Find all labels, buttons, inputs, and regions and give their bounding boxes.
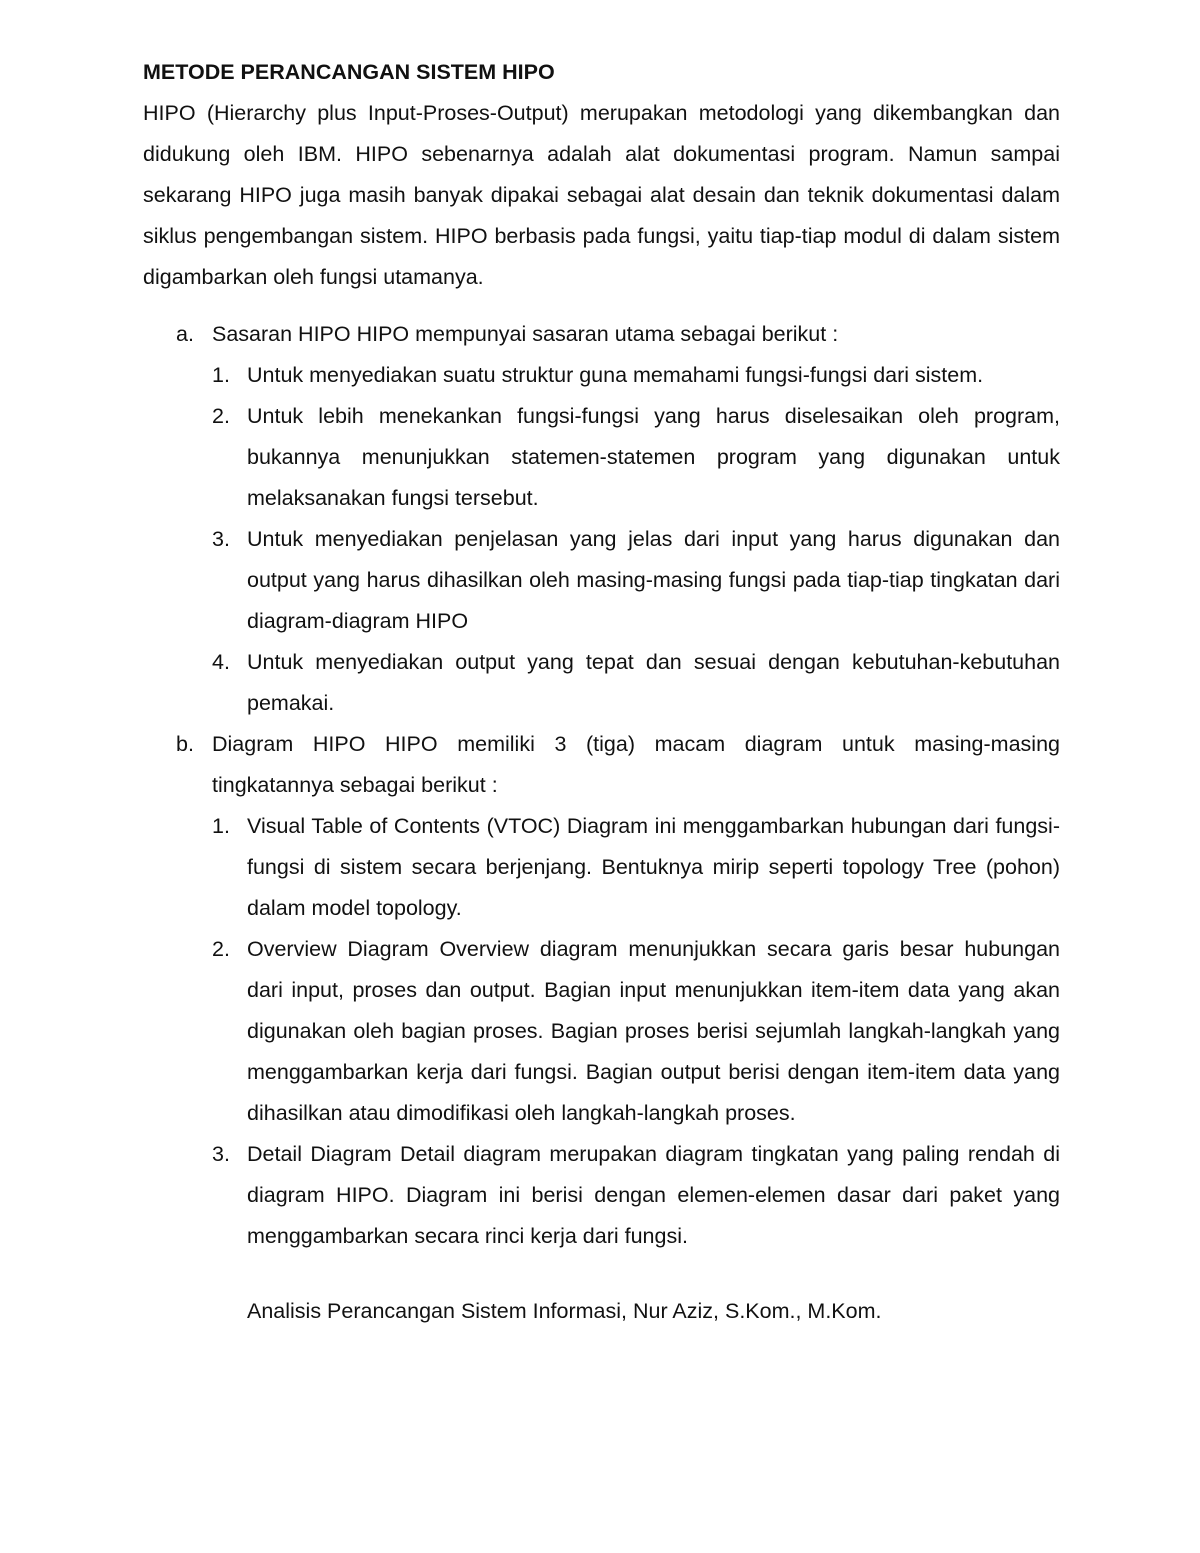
item-marker: 1. [212, 814, 230, 838]
item-marker: 4. [212, 650, 230, 674]
item-text: Untuk lebih menekankan fungsi-fungsi yang harus diselesaikan oleh program, bukannya menunjukkan statemen-statemen program yang digunakan untuk melaksanakan fungsi tersebut. [247, 404, 1060, 510]
document-title: METODE PERANCANGAN SISTEM HIPO [143, 60, 555, 84]
item-text: Untuk menyediakan output yang tepat dan sesuai dengan kebutuhan-kebutuhan pemakai. [247, 650, 1060, 715]
item-marker: 3. [212, 1142, 230, 1166]
section-marker: b. [176, 732, 194, 756]
item-list [212, 806, 1060, 1257]
list-item [212, 806, 1060, 929]
list-item [212, 642, 1060, 724]
list-item [212, 355, 1060, 396]
list-item [212, 519, 1060, 642]
section-heading: Diagram HIPO HIPO memiliki 3 (tiga) macam diagram untuk masing-masing tingkatannya sebagai berikut : [212, 732, 1060, 797]
item-text: Detail Diagram Detail diagram merupakan diagram tingkatan yang paling rendah di diagram HIPO. Diagram ini berisi dengan elemen-elemen dasar dari paket yang menggambarkan secara rinci kerja dari fungsi. [247, 1142, 1060, 1248]
section-a [143, 314, 1060, 724]
list-item [212, 396, 1060, 519]
item-text: Untuk menyediakan suatu struktur guna memahami fungsi-fungsi dari sistem. [247, 363, 984, 387]
item-text: Untuk menyediakan penjelasan yang jelas dari input yang harus digunakan dan output yang harus dihasilkan oleh masing-masing fungsi pada tiap-tiap tingkatan dari diagram-diagram HIPO [247, 527, 1060, 633]
document-page [143, 52, 1060, 1332]
list-item [212, 1134, 1060, 1257]
item-list [212, 355, 1060, 724]
item-text: Visual Table of Contents (VTOC) Diagram ini menggambarkan hubungan dari fungsi-fungsi di sistem secara berjenjang. Bentuknya mirip seperti topology Tree (pohon) dalam model topology. [247, 814, 1060, 920]
section-list [143, 314, 1060, 1257]
intro-paragraph: HIPO (Hierarchy plus Input-Proses-Output) merupakan metodologi yang dikembangkan dan didukung oleh IBM. HIPO sebenarnya adalah alat dokumentasi program. Namun sampai sekarang HIPO juga masih banyak dipakai sebagai alat desain dan teknik dokumentasi dalam siklus pengembangan sistem. HIPO berbasis pada fungsi, yaitu tiap-tiap modul di dalam sistem digambarkan oleh fungsi utamanya. [143, 101, 1060, 289]
item-text: Overview Diagram Overview diagram menunjukkan secara garis besar hubungan dari input, proses dan output. Bagian input menunjukkan item-item data yang akan digunakan oleh bagian proses. Bagian proses berisi sejumlah langkah-langkah yang menggambarkan kerja dari fungsi. Bagian output berisi dengan item-item data yang dihasilkan atau dimodifikasi oleh langkah-langkah proses. [247, 937, 1060, 1125]
document-footer: Analisis Perancangan Sistem Informasi, Nur Aziz, S.Kom., M.Kom. [247, 1299, 882, 1323]
section-marker: a. [176, 322, 194, 346]
section-b [143, 724, 1060, 1257]
item-marker: 1. [212, 363, 230, 387]
item-marker: 3. [212, 527, 230, 551]
list-item [212, 929, 1060, 1134]
section-heading: Sasaran HIPO HIPO mempunyai sasaran utama sebagai berikut : [212, 322, 839, 346]
item-marker: 2. [212, 404, 230, 428]
item-marker: 2. [212, 937, 230, 961]
